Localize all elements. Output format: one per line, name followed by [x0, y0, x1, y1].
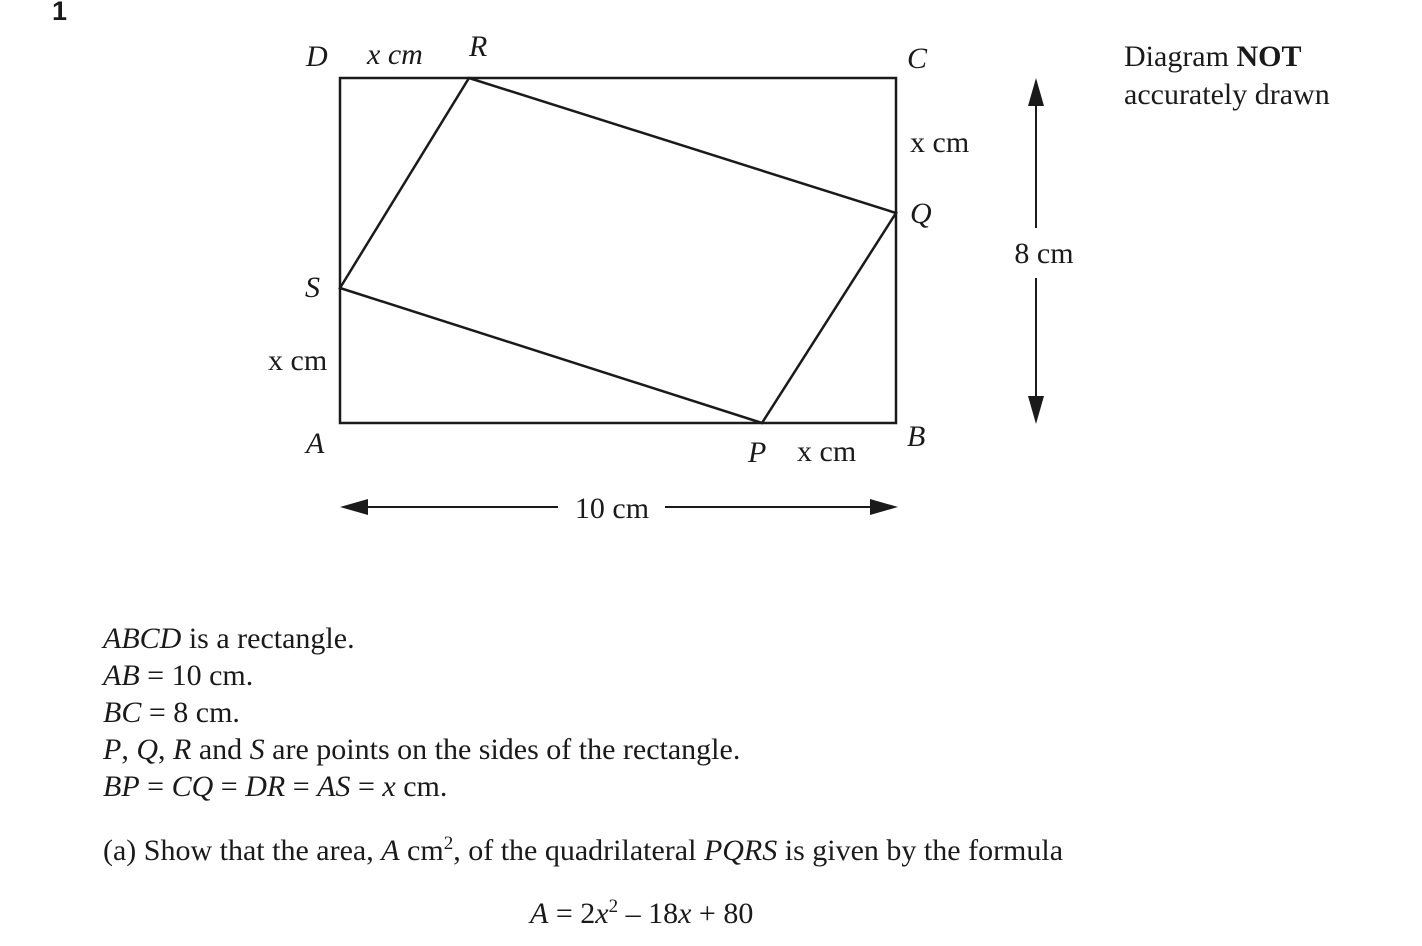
- statement-1: ABCD is a rectangle.: [103, 622, 355, 655]
- vertex-label-c: C: [907, 42, 928, 75]
- statement-3: BC = 8 cm.: [103, 696, 240, 729]
- note-line-2: accurately drawn: [1124, 78, 1330, 111]
- problem-statements: [103, 620, 740, 805]
- vertex-label-q: Q: [910, 197, 932, 230]
- arrowhead-down-icon: [1028, 396, 1044, 424]
- statement-2: AB = 10 cm.: [103, 659, 254, 692]
- side-label-dr: x cm: [367, 38, 423, 71]
- vertex-label-b: B: [907, 420, 926, 453]
- arrowhead-right-icon: [870, 499, 898, 515]
- height-label: 8 cm: [1014, 237, 1074, 270]
- question-number: 1: [52, 0, 68, 26]
- vertex-label-a: A: [306, 427, 325, 460]
- area-formula: $A = 2x^2 - 18x + 80$: [530, 896, 754, 930]
- diagram-accuracy-note: [1124, 38, 1330, 114]
- vertex-label-p: P: [748, 436, 767, 469]
- vertex-label-r: R: [469, 30, 488, 63]
- statement-5: BP = CQ = DR = AS = x cm.: [103, 770, 448, 803]
- rectangle-abcd: [340, 78, 896, 423]
- statement-4: P, Q, R and S are points on the sides of the rectangle.: [103, 733, 741, 766]
- vertex-label-s: S: [305, 271, 320, 304]
- part-a-question: (a) Show that the area, A $cm^2$, of the quadrilateral PQRS is given by the formula: [103, 833, 1064, 867]
- side-label-cq: x cm: [910, 126, 970, 159]
- vertex-label-d: D: [306, 40, 328, 73]
- note-prefix: Diagram: [1124, 40, 1237, 73]
- side-label-bp: x cm: [797, 435, 857, 468]
- side-label-as: x cm: [268, 344, 328, 377]
- width-label: 10 cm: [574, 492, 650, 525]
- arrowhead-left-icon: [340, 499, 368, 515]
- arrowhead-up-icon: [1028, 78, 1044, 106]
- note-bold: NOT: [1236, 40, 1302, 73]
- quadrilateral-pqrs: [340, 78, 896, 423]
